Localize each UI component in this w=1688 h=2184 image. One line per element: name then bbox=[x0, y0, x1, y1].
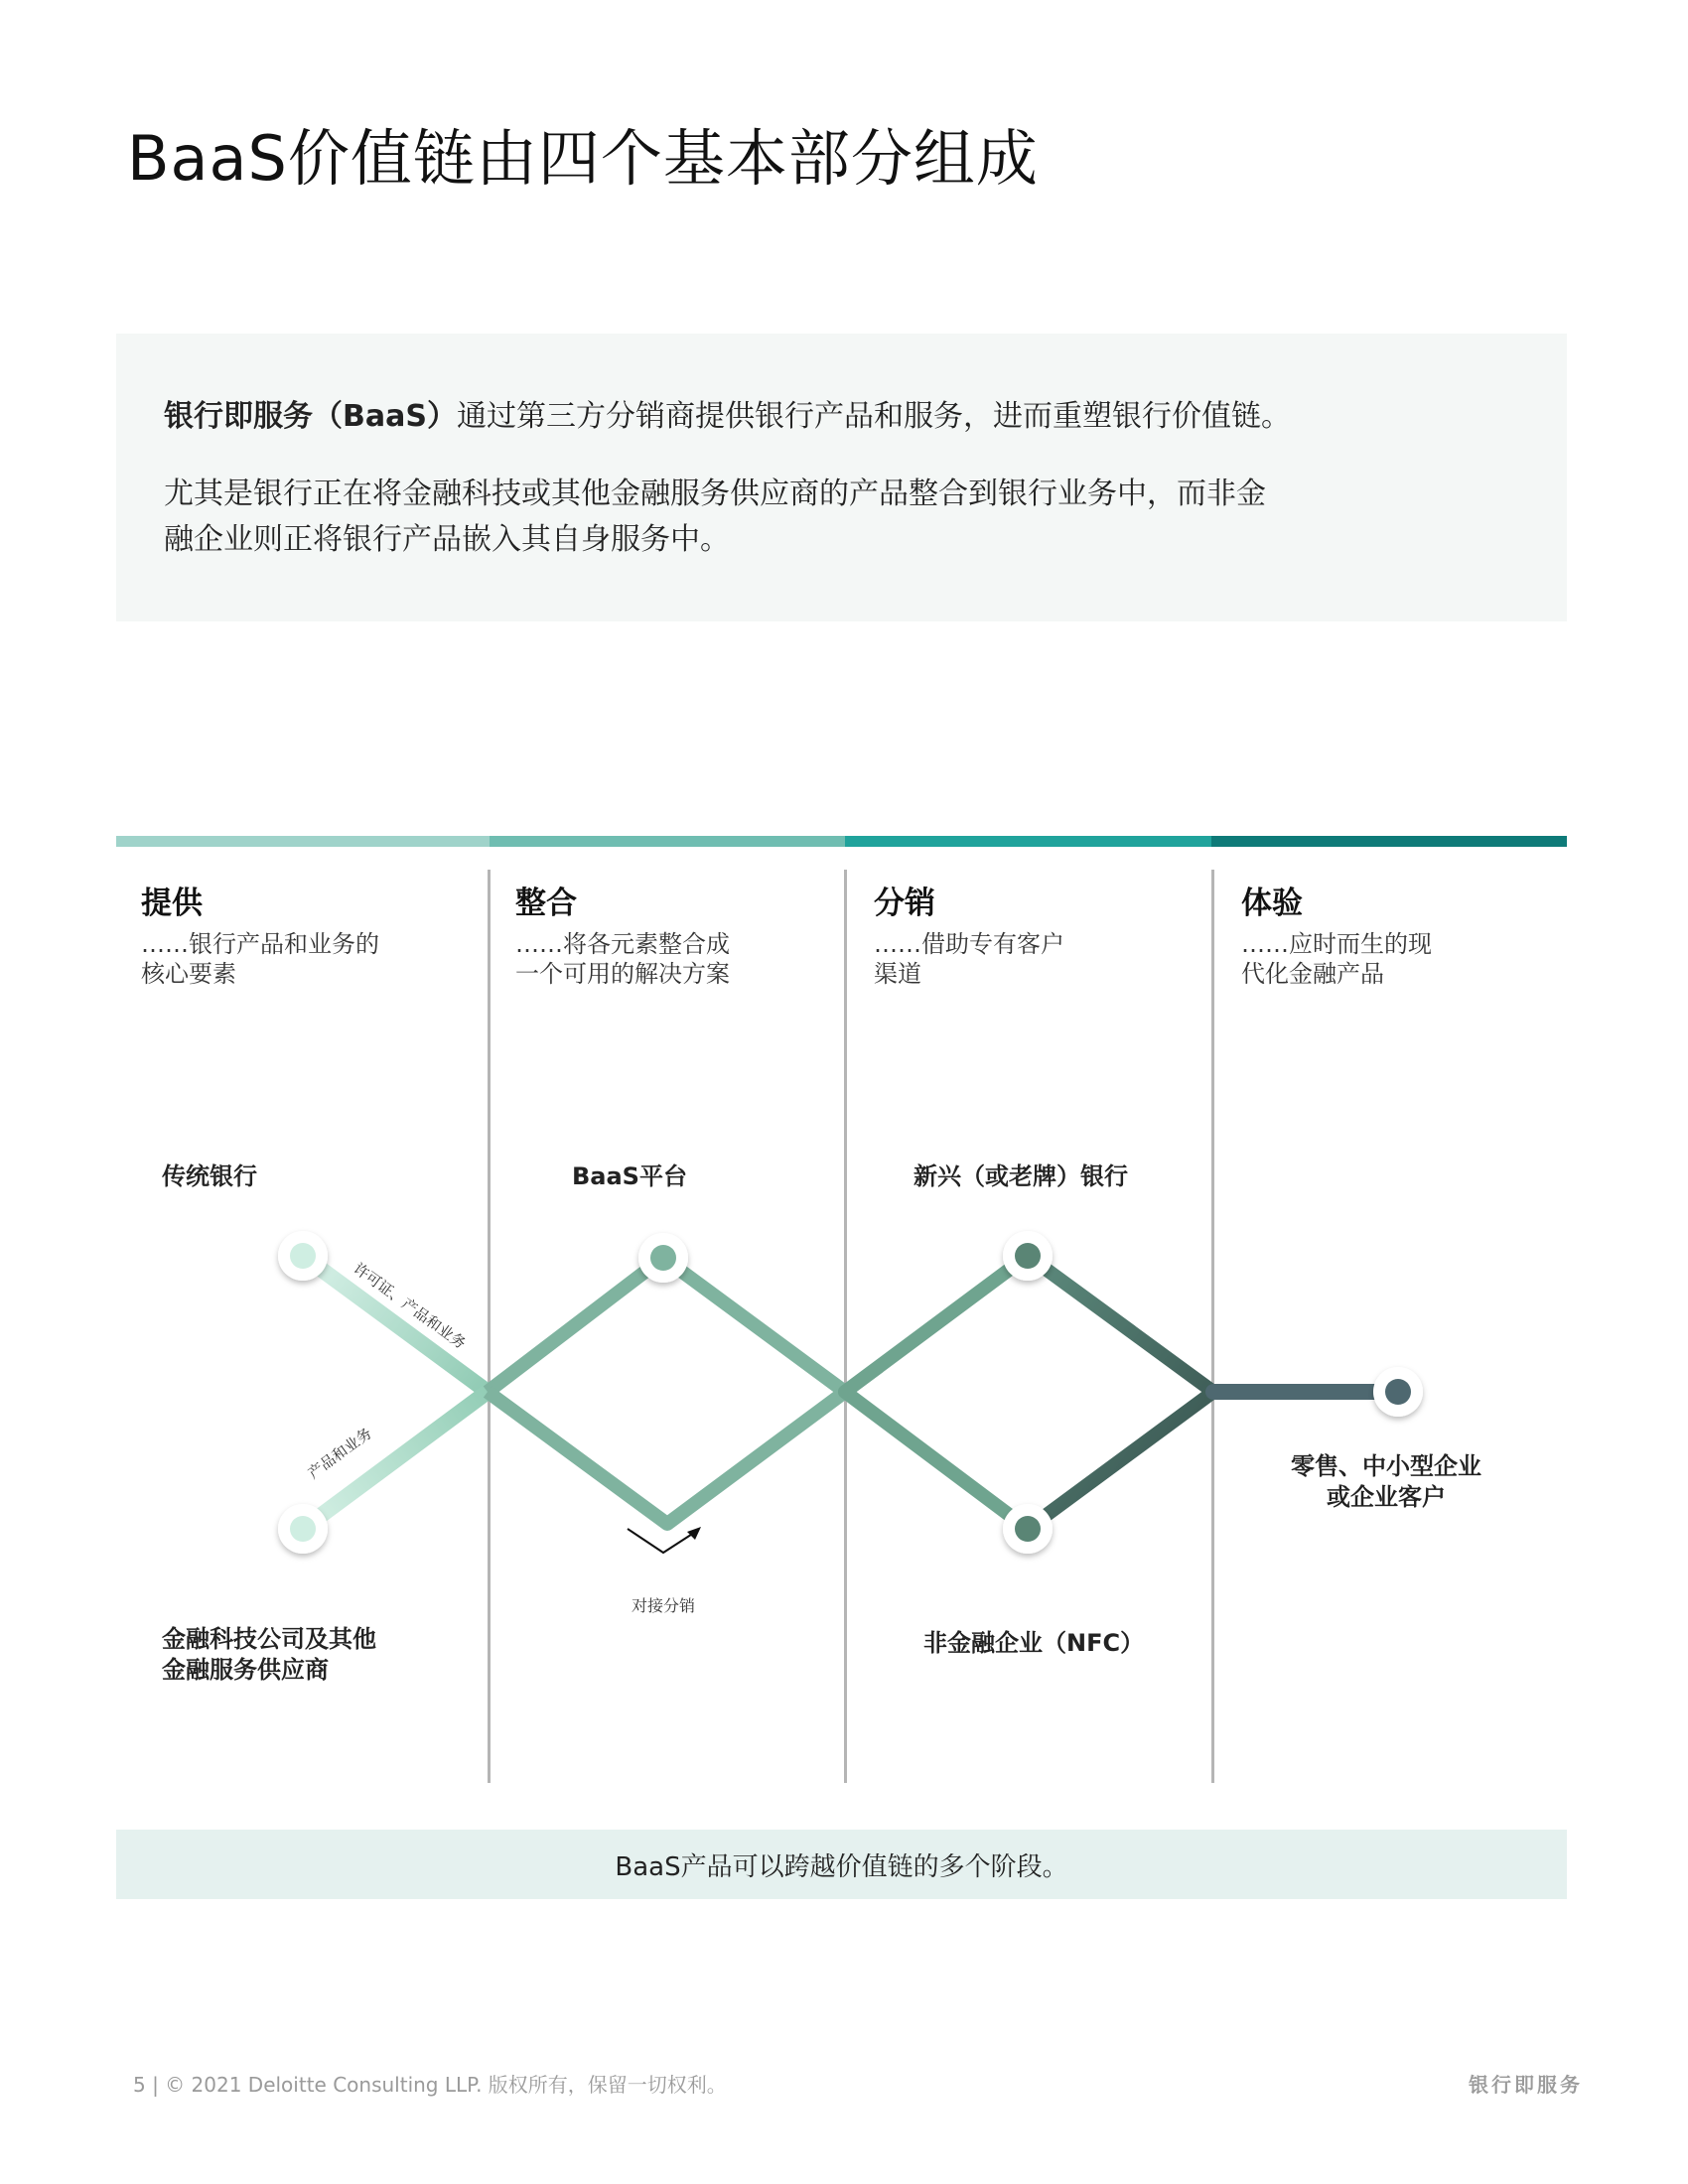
intro-bold-term: 银行即服务（BaaS） bbox=[164, 399, 457, 434]
intro-line-1-text: 通过第三方分销商提供银行产品和服务，进而重塑银行价值链。 bbox=[456, 399, 1291, 434]
flow-line-license bbox=[303, 1256, 488, 1392]
direct-distribution-arrow-icon bbox=[628, 1529, 697, 1553]
stage-desc-experience: ……应时而生的现 代化金融产品 bbox=[1241, 930, 1432, 988]
arrow-head-icon bbox=[687, 1527, 701, 1540]
stage-desc-provide: ……银行产品和业务的 核心要素 bbox=[141, 930, 379, 988]
flow-line-nfc-out bbox=[1028, 1392, 1213, 1529]
node-label-baas-platform: BaaS平台 bbox=[572, 1162, 687, 1190]
stage-title-integrate: 整合 bbox=[515, 886, 577, 921]
stage-desc-distribute: ……借助专有客户 渠道 bbox=[874, 930, 1064, 988]
flow-line-nfc-in bbox=[845, 1392, 1028, 1529]
node-label-nfc: 非金融企业（NFC） bbox=[923, 1629, 1145, 1657]
stage-title-experience: 体验 bbox=[1241, 886, 1303, 921]
stage-title-provide: 提供 bbox=[141, 886, 203, 921]
stage-desc-integrate: ……将各元素整合成 一个可用的解决方案 bbox=[515, 930, 730, 988]
edge-label-license: 许可证、产品和业务 bbox=[350, 1259, 470, 1353]
stage-title-distribute: 分销 bbox=[874, 886, 935, 921]
intro-line-2: 尤其是银行正在将金融科技或其他金融服务供应商的产品整合到银行业务中，而非金 bbox=[164, 477, 1266, 511]
footer-copyright: 5 | © 2021 Deloitte Consulting LLP. 版权所有，保留一切权利。 bbox=[133, 2073, 727, 2097]
node-label-new-bank: 新兴（或老牌）银行 bbox=[914, 1162, 1128, 1190]
node-label-customers: 零售、中小型企业 或企业客户 bbox=[1291, 1452, 1481, 1511]
edge-label-direct-distribution: 对接分销 bbox=[631, 1596, 696, 1615]
page-title: BaaS价值链由四个基本部分组成 bbox=[127, 122, 1039, 195]
footnote-box bbox=[116, 1830, 1567, 1899]
footnote-text: BaaS产品可以跨越价值链的多个阶段。 bbox=[615, 1851, 1068, 1882]
flow-line-direct-distribution bbox=[488, 1392, 845, 1524]
node-label-fintech: 金融科技公司及其他 金融服务供应商 bbox=[162, 1625, 376, 1684]
footer-section-title: 银行即服务 bbox=[1469, 2073, 1583, 2097]
node-label-traditional-bank: 传统银行 bbox=[162, 1162, 257, 1190]
edge-label-products: 产品和业务 bbox=[304, 1424, 376, 1483]
flow-line-bank-out bbox=[1028, 1256, 1213, 1392]
intro-line-3: 融企业则正将银行产品嵌入其自身服务中。 bbox=[164, 522, 730, 557]
flow-line-bank-in bbox=[845, 1256, 1028, 1392]
